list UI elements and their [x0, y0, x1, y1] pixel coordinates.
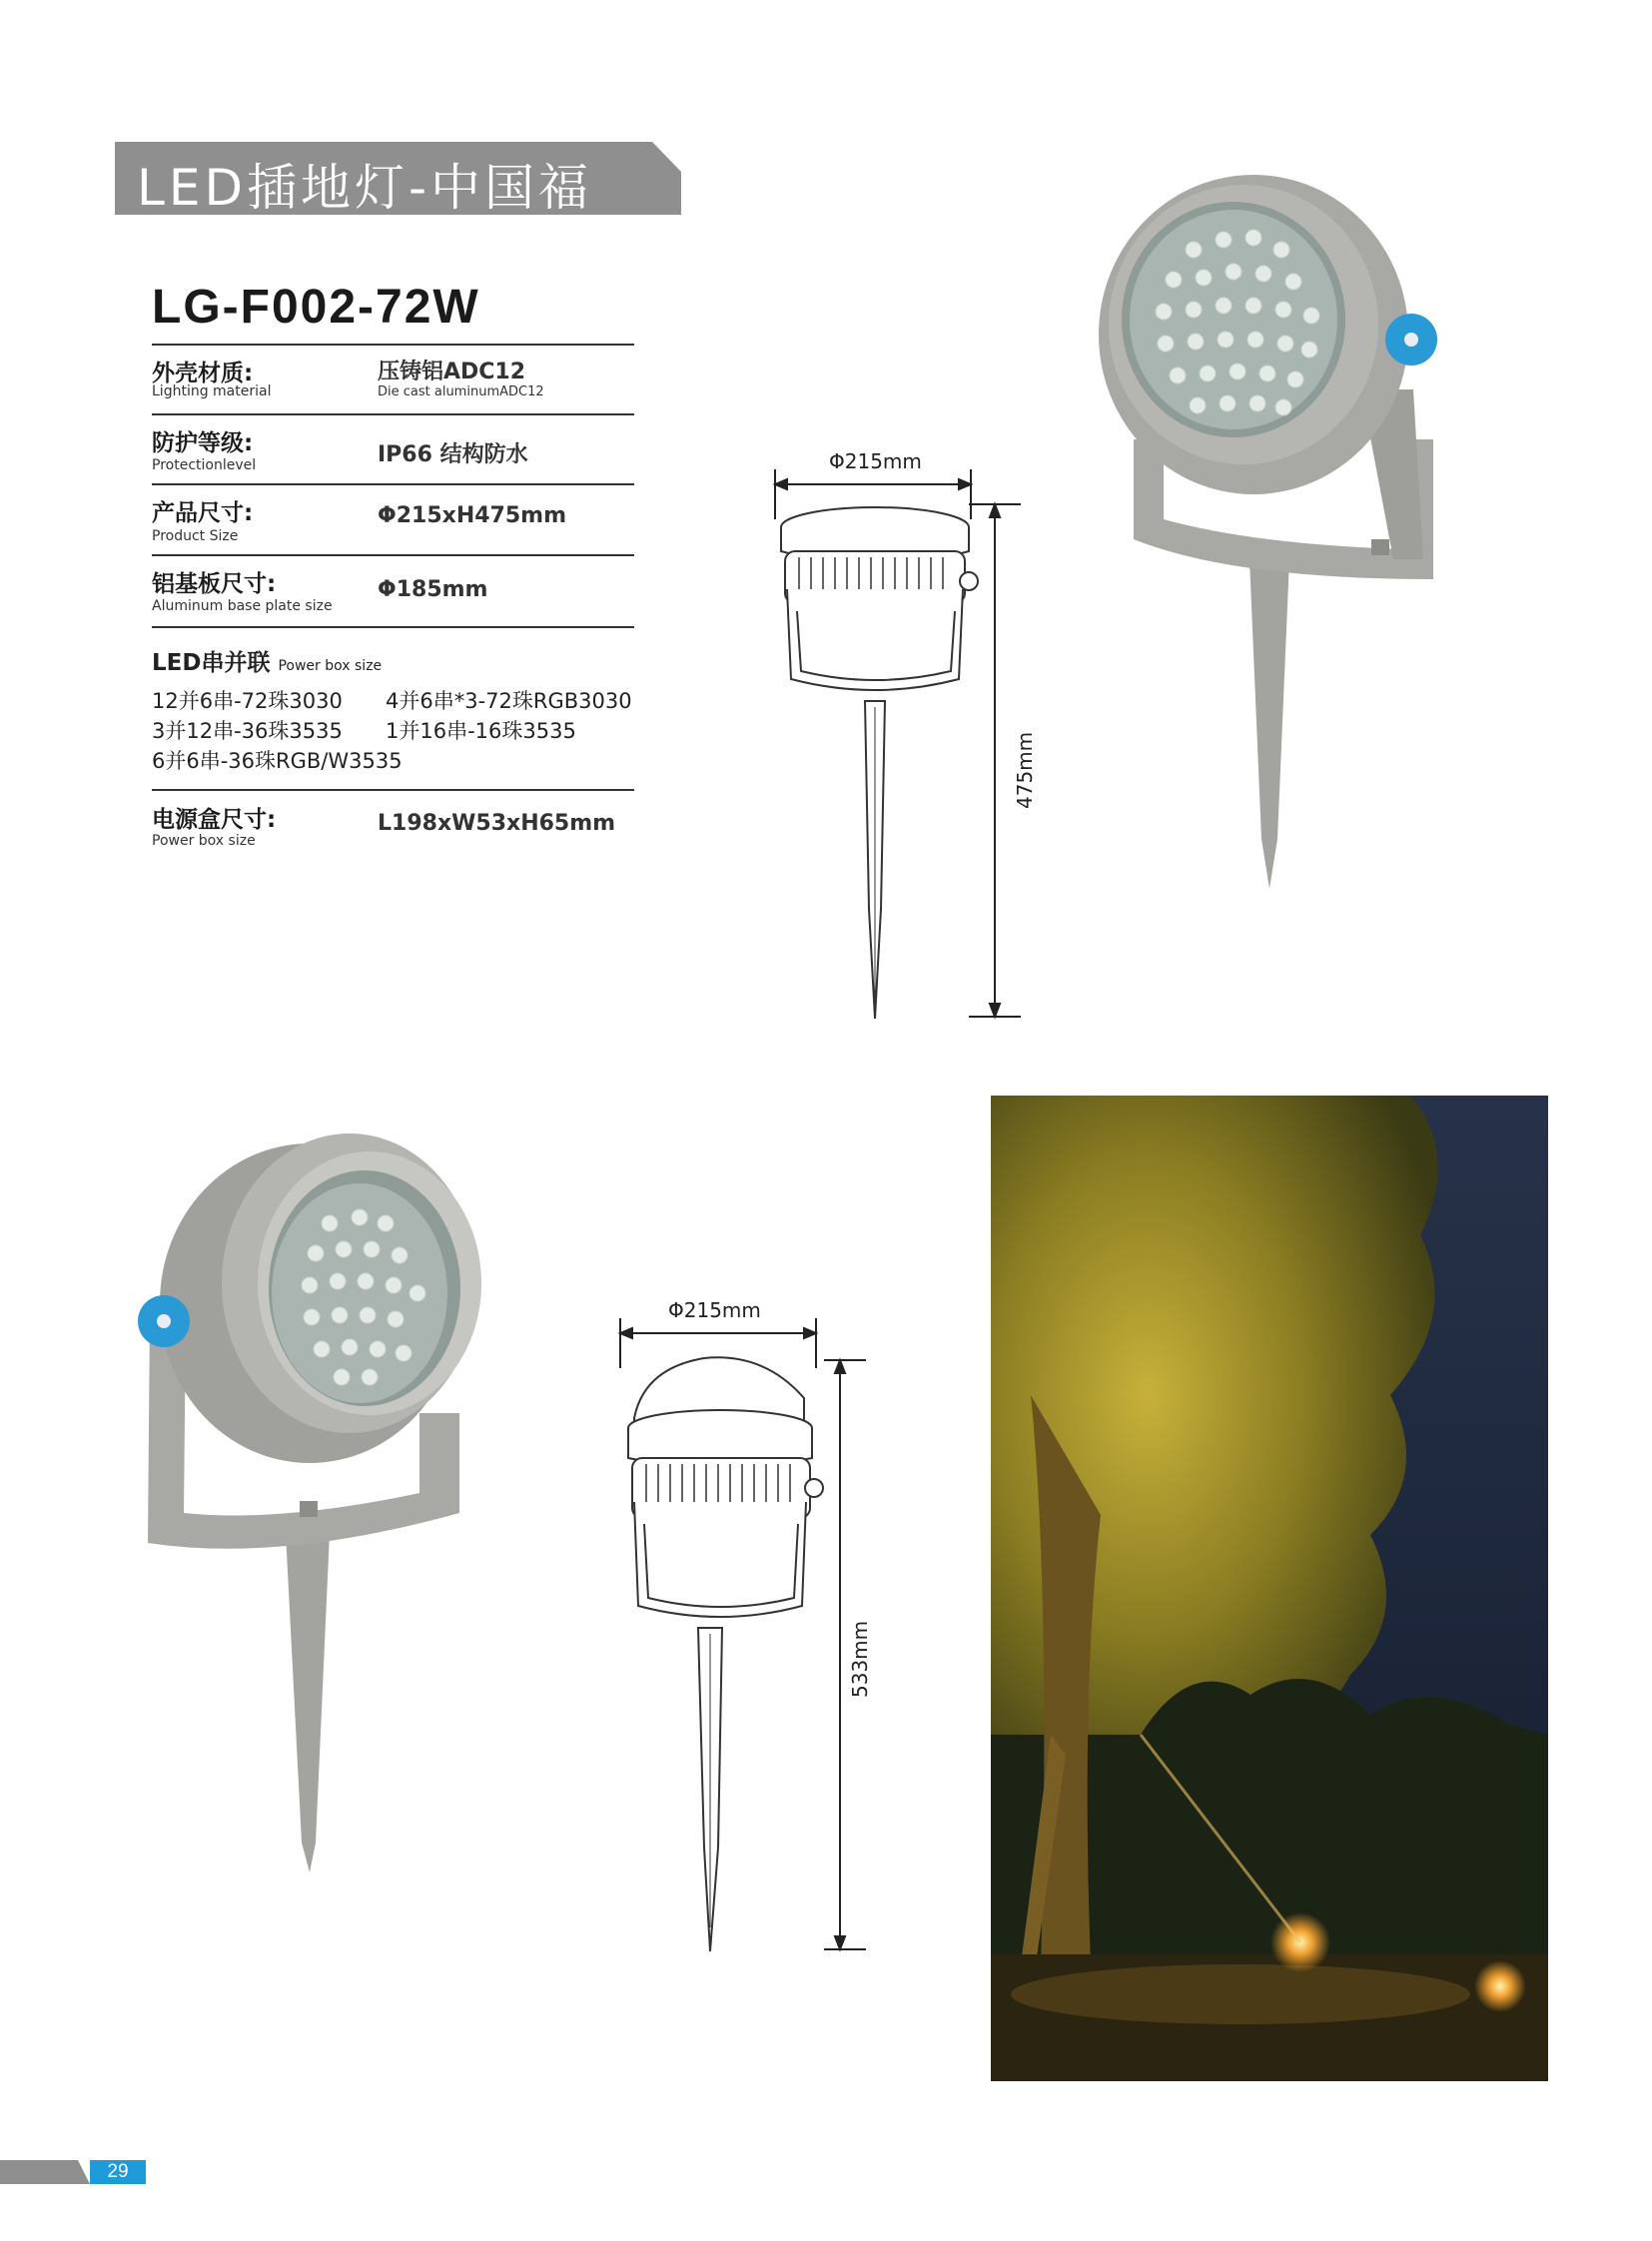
technical-drawing-bottom — [604, 1288, 904, 1957]
divider — [152, 483, 634, 485]
spec-label-base-plate-en: Aluminum base plate size — [152, 598, 333, 614]
product-photo-hood — [120, 1114, 509, 1892]
led-config-item: 6并6串-36珠RGB/W3535 — [152, 749, 403, 773]
spec-label-material: 外壳材质: — [152, 361, 254, 386]
spec-label-material-en: Lighting material — [152, 383, 272, 399]
divider — [152, 413, 634, 415]
width-dimension-label: Φ215mm — [829, 449, 922, 473]
divider — [152, 554, 634, 556]
spec-value-material: 压铸铝ADC12 — [378, 360, 526, 384]
application-scene-photo — [991, 1096, 1548, 2081]
spec-label-protection: 防护等级: — [152, 430, 254, 456]
product-model: LG-F002-72W — [152, 281, 480, 334]
technical-drawing-top — [759, 439, 1059, 1029]
spec-label-power-box-en: Power box size — [152, 833, 256, 849]
spec-value-size: Φ215xH475mm — [378, 503, 566, 528]
led-config-item: 3并12串-36珠3535 — [152, 719, 343, 743]
divider — [152, 789, 634, 791]
header-banner — [115, 142, 681, 215]
spec-label-size: 产品尺寸: — [152, 500, 254, 526]
product-photo-front — [1094, 140, 1463, 899]
divider — [152, 626, 634, 628]
spec-label-protection-en: Protectionlevel — [152, 457, 257, 473]
spec-value-protection: IP66 结构防水 — [378, 442, 528, 467]
height-dimension-label: 533mm — [848, 1620, 872, 1698]
led-section-title — [152, 644, 382, 677]
spec-value-power-box: L198xW53xH65mm — [378, 811, 616, 836]
led-config-item: 1并16串-16珠3535 — [386, 719, 576, 743]
led-title-en: Power box size — [278, 658, 383, 674]
spec-label-size-en: Product Size — [152, 528, 239, 544]
led-config-item: 4并6串*3-72珠RGB3030 — [386, 689, 632, 713]
page-number: 29 — [90, 2160, 146, 2184]
spec-label-power-box: 电源盒尺寸: — [152, 807, 277, 833]
led-config-item: 12并6串-72珠3030 — [152, 689, 343, 713]
width-dimension-label: Φ215mm — [668, 1298, 761, 1322]
height-dimension-label: 475mm — [1013, 731, 1037, 809]
page-tab-decor — [0, 2160, 90, 2184]
spec-value-material-en: Die cast aluminumADC12 — [378, 384, 544, 399]
divider — [152, 344, 634, 346]
spec-label-base-plate: 铝基板尺寸: — [152, 571, 277, 597]
spec-value-base-plate: Φ185mm — [378, 577, 488, 602]
page-title: LED插地灯-中国福 — [137, 159, 592, 217]
led-title-cn: LED串并联 — [152, 650, 271, 676]
